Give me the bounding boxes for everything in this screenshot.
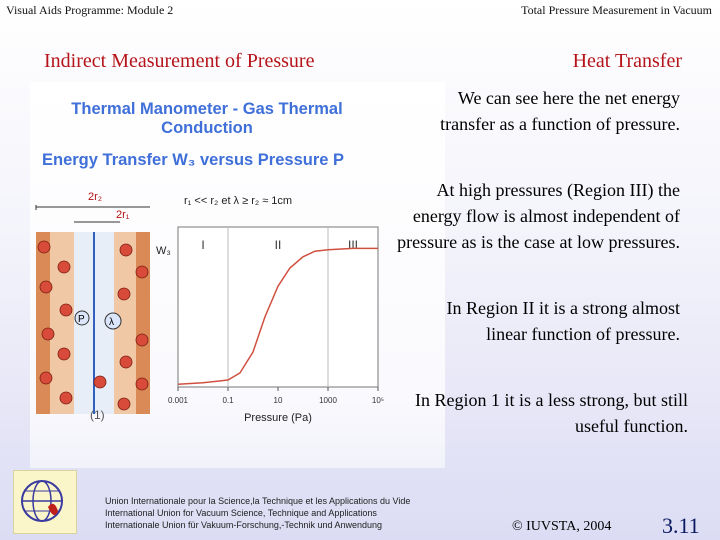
gas-molecule bbox=[120, 244, 132, 256]
thermal-manometer-figure bbox=[30, 82, 445, 468]
x-tick-label: 1000 bbox=[319, 396, 337, 405]
x-tick-label: 0.001 bbox=[167, 396, 189, 405]
region-mark: (1) bbox=[90, 408, 105, 422]
figure-title: Thermal Manometer - Gas Thermal Conduction bbox=[71, 100, 343, 137]
tube-diagram bbox=[36, 191, 150, 422]
x-tick-label: 10 bbox=[273, 396, 283, 405]
paragraph-region-1: In Region 1 it is a less strong, but still useful function. bbox=[415, 390, 688, 436]
globe-icon bbox=[14, 471, 76, 533]
r1-label: 2r₁ bbox=[116, 209, 130, 221]
gas-molecule bbox=[38, 241, 50, 253]
copyright: © IUVSTA, 2004 bbox=[512, 519, 612, 534]
gas-molecule bbox=[94, 376, 106, 388]
organization-names bbox=[105, 495, 410, 531]
r2-label: 2r₂ bbox=[88, 191, 103, 203]
gas-molecule bbox=[58, 348, 70, 360]
gas-molecule bbox=[136, 334, 148, 346]
org-line-de: Internationale Union für Vakuum-Forschung,-Technik und Anwendung bbox=[105, 520, 383, 530]
right-title: Heat Transfer bbox=[572, 50, 682, 72]
gas-molecule bbox=[136, 378, 148, 390]
gas-molecule bbox=[120, 356, 132, 368]
gas-molecule bbox=[60, 304, 72, 316]
region-label: III bbox=[347, 238, 359, 252]
energy-transfer-chart bbox=[168, 227, 384, 424]
org-line-en: International Union for Vacuum Science, Technique and Applications bbox=[105, 508, 377, 518]
gas-molecule bbox=[118, 398, 130, 410]
paragraph-net-energy: We can see here the net energy transfer as a function of pressure. bbox=[440, 88, 680, 134]
x-tick-label: 10⁵ bbox=[371, 396, 385, 405]
page-number: 3.11 bbox=[662, 513, 700, 538]
paragraph-high-pressure: At high pressures (Region III) the energy flow is almost independent of pressure as is the case at low pressures. bbox=[397, 180, 680, 252]
pressure-symbol: P bbox=[78, 314, 85, 325]
gas-molecule bbox=[42, 328, 54, 340]
gas-molecule bbox=[60, 392, 72, 404]
gas-molecule bbox=[136, 266, 148, 278]
figure-diagram bbox=[30, 82, 445, 468]
org-line-fr: Union Internationale pour la Science,la Technique et les Applications du Vide bbox=[105, 496, 411, 506]
x-tick-label: 0.1 bbox=[222, 396, 234, 405]
region-label: II bbox=[274, 238, 282, 252]
header-module: Visual Aids Programme: Module 2 bbox=[6, 3, 174, 17]
left-title: Indirect Measurement of Pressure bbox=[44, 50, 315, 72]
w3-axis-label: W₃ bbox=[156, 245, 171, 257]
figure-subtitle: Energy Transfer W₃ versus Pressure P bbox=[42, 151, 345, 169]
gas-molecule bbox=[58, 261, 70, 273]
iuvsta-logo bbox=[13, 470, 77, 534]
condition-text: r₁ << r₂ et λ ≥ r₂ ≈ 1cm bbox=[184, 195, 293, 207]
gas-molecule bbox=[40, 372, 52, 384]
header-topic: Total Pressure Measurement in Vacuum bbox=[521, 3, 712, 17]
region-label: I bbox=[201, 238, 205, 252]
lambda-symbol: λ bbox=[109, 317, 114, 328]
gas-molecule bbox=[118, 288, 130, 300]
paragraph-region-2: In Region II it is a strong almost linear function of pressure. bbox=[446, 298, 680, 344]
gas-molecule bbox=[40, 281, 52, 293]
x-axis-label: Pressure (Pa) bbox=[244, 412, 312, 424]
